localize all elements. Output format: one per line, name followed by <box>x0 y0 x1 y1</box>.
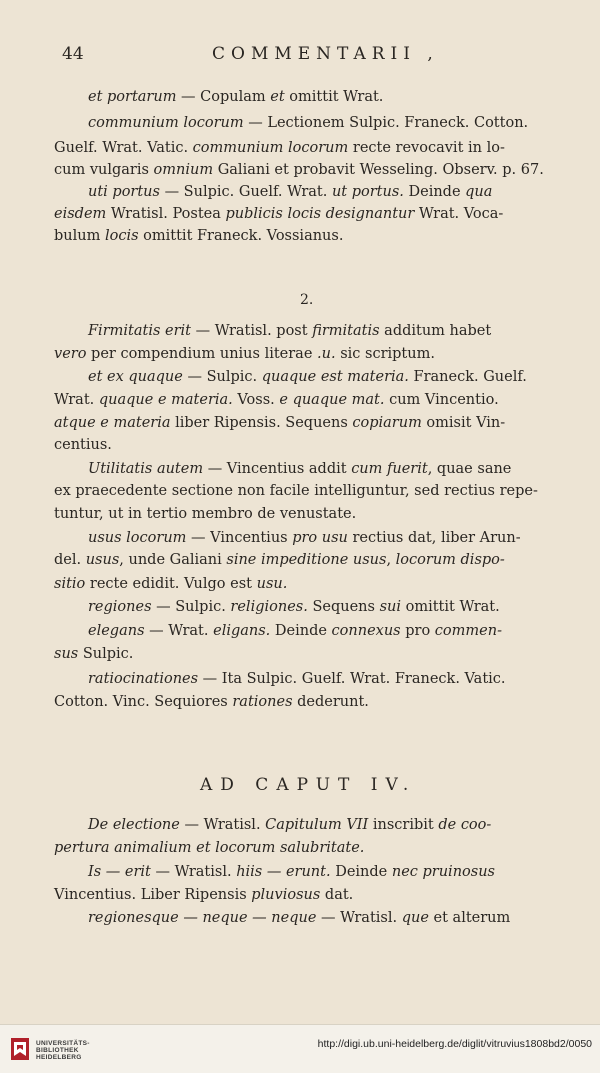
text-segment: , <box>386 552 396 568</box>
text-line <box>54 503 564 525</box>
text-segment: sic scriptum. <box>335 346 435 362</box>
text-line <box>54 320 598 342</box>
italic-segment: pluviosus <box>251 887 321 903</box>
text-line <box>54 814 598 836</box>
italic-segment: commen- <box>434 623 502 639</box>
italic-segment: pertura animalium et locorum salubritate. <box>54 840 365 856</box>
text-segment: — Sulpic. <box>151 599 231 615</box>
italic-segment: et portarum <box>88 89 177 105</box>
text-segment: dederunt. <box>292 694 369 710</box>
text-segment: liber Ripensis. Sequens <box>170 415 353 431</box>
text-line <box>54 837 564 859</box>
italic-segment: communium locorum <box>88 115 244 131</box>
text-line <box>54 884 564 906</box>
text-segment: Vincentius. Liber Ripensis <box>54 887 252 903</box>
text-segment: Wrat. Voca- <box>414 206 504 222</box>
italic-segment: Capitulum VII <box>265 817 369 833</box>
text-segment: , unde Galiani <box>119 552 227 568</box>
text-segment: — Wratisl. post <box>190 323 313 339</box>
italic-segment: usus locorum <box>88 530 187 546</box>
text-segment: additum habet <box>379 323 492 339</box>
text-segment: Voss. <box>232 392 280 408</box>
italic-segment: de coo- <box>438 817 492 833</box>
text-segment: cum Vincentio. <box>384 392 499 408</box>
text-line <box>54 480 564 502</box>
italic-segment: firmitatis <box>312 323 380 339</box>
text-segment: — Wratisl. <box>179 817 266 833</box>
text-line <box>54 668 598 690</box>
text-segment: — Ita Sulpic. Guelf. Wrat. Franeck. Vatic. <box>198 671 506 687</box>
text-line <box>54 343 564 365</box>
italic-segment: ratiocinationes <box>88 671 199 687</box>
running-title: COMMENTARII , <box>212 44 439 64</box>
italic-segment: quaque est materia. <box>261 369 409 385</box>
text-segment: — Wratisl. <box>150 864 237 880</box>
italic-segment: que <box>401 910 429 926</box>
text-segment: — Lectionem Sulpic. Franeck. Cotton. <box>243 115 529 131</box>
italic-segment: et ex quaque <box>88 369 183 385</box>
page-header <box>62 44 542 68</box>
text-segment: omisit Vin- <box>421 415 506 431</box>
text-segment: recte edidit. Vulgo est <box>85 576 257 592</box>
italic-segment: et <box>270 89 285 105</box>
page-number: 44 <box>62 44 84 64</box>
italic-segment: publicis locis designantur <box>225 206 415 222</box>
italic-segment: Is — erit <box>88 864 151 880</box>
text-segment: Wrat. <box>54 392 99 408</box>
text-line <box>54 691 564 713</box>
library-name-line: UNIVERSITÄTS- <box>36 1040 90 1047</box>
section-number: 2. <box>300 292 314 308</box>
text-line <box>54 861 598 883</box>
text-segment: — Copulam <box>176 89 271 105</box>
source-url[interactable]: http://digi.ub.uni-heidelberg.de/diglit/vitruvius1808bd2/0050 <box>317 1038 592 1050</box>
italic-segment: atque e materia <box>54 415 171 431</box>
text-segment: Deinde <box>270 623 332 639</box>
text-segment: rectius dat, liber Arun- <box>347 530 521 546</box>
text-segment: pro <box>400 623 435 639</box>
text-segment: , quae sane <box>427 461 512 477</box>
italic-segment: elegans <box>88 623 145 639</box>
library-logo-icon <box>10 1037 30 1061</box>
text-segment: — Vincentius addit <box>203 461 352 477</box>
library-name-line: BIBLIOTHEK <box>36 1047 79 1055</box>
text-segment: Sulpic. <box>78 646 134 662</box>
italic-segment: sus <box>54 646 79 662</box>
italic-segment: cum fuerit <box>351 461 428 477</box>
italic-segment: usu. <box>256 576 288 592</box>
library-name <box>36 1040 90 1062</box>
text-segment: per compendium unius literae <box>86 346 318 362</box>
italic-segment: regiones <box>88 599 152 615</box>
italic-segment: e quaque mat. <box>279 392 385 408</box>
caput-heading: AD CAPUT IV. <box>200 775 417 795</box>
text-segment: Galiani et probavit Wesseling. Observ. p. 67. <box>213 162 544 178</box>
text-segment: tuntur, ut in tertio membro de venustate. <box>54 506 357 522</box>
text-line <box>54 366 598 388</box>
italic-segment: .u. <box>317 346 336 362</box>
italic-segment: regionesque — neque — neque <box>88 910 317 926</box>
text-segment: omittit Wrat. <box>284 89 384 105</box>
text-line <box>54 596 598 618</box>
text-segment: recte revocavit in lo- <box>348 140 505 156</box>
text-line <box>54 389 564 411</box>
text-line <box>54 620 598 642</box>
text-segment: Guelf. Wrat. Vatic. <box>54 140 193 156</box>
text-segment: omittit Franeck. Vossianus. <box>138 228 344 244</box>
text-line <box>54 225 564 247</box>
italic-segment: uti portus <box>88 184 160 200</box>
italic-segment: sui <box>379 599 401 615</box>
library-name-line: HEIDELBERG <box>36 1054 82 1062</box>
italic-segment: locis <box>104 228 139 244</box>
text-segment: — Wratisl. <box>316 910 402 926</box>
text-segment: Sequens <box>307 599 380 615</box>
text-segment: Cotton. Vinc. Sequiores <box>54 694 233 710</box>
text-line <box>54 86 598 108</box>
text-segment: Franeck. Guelf. <box>408 369 527 385</box>
text-line <box>54 412 564 434</box>
text-line <box>54 137 564 159</box>
text-segment: del. <box>54 552 86 568</box>
italic-segment: pro usu <box>292 530 348 546</box>
italic-segment: omnium <box>153 162 214 178</box>
italic-segment: connexus <box>331 623 401 639</box>
text-line <box>54 112 598 134</box>
italic-segment: locorum dispo- <box>395 552 505 568</box>
text-line <box>54 181 598 203</box>
text-line <box>54 549 564 571</box>
text-segment: inscribit <box>368 817 439 833</box>
text-segment: omittit Wrat. <box>400 599 500 615</box>
text-line <box>54 159 564 181</box>
italic-segment: copiarum <box>352 415 422 431</box>
text-segment: ex praecedente sectione non facile intelliguntur, sed rectius repe- <box>54 483 538 499</box>
italic-segment: communium locorum <box>192 140 349 156</box>
italic-segment: eisdem <box>54 206 107 222</box>
text-segment: dat. <box>320 887 354 903</box>
text-line <box>54 573 564 595</box>
italic-segment: sine impeditione usus <box>226 552 387 568</box>
text-segment: cum vulgaris <box>54 162 154 178</box>
italic-segment: usus <box>85 552 120 568</box>
italic-segment: hiis — erunt. <box>236 864 331 880</box>
italic-segment: eligans. <box>213 623 271 639</box>
italic-segment: religiones. <box>230 599 308 615</box>
italic-segment: rationes <box>232 694 293 710</box>
text-segment: — Sulpic. <box>182 369 262 385</box>
text-line <box>54 643 564 665</box>
text-line <box>54 907 598 929</box>
italic-segment: Firmitatis erit <box>88 323 191 339</box>
footer-bar <box>0 1024 600 1073</box>
text-line <box>54 458 598 480</box>
text-segment: — Sulpic. Guelf. Wrat. <box>159 184 332 200</box>
text-segment: Wratisl. Postea <box>106 206 226 222</box>
text-segment: — Wrat. <box>144 623 214 639</box>
italic-segment: sitio <box>54 576 86 592</box>
italic-segment: ut portus. <box>331 184 404 200</box>
text-segment: — Vincentius <box>186 530 293 546</box>
italic-segment: quaque e materia. <box>98 392 233 408</box>
text-line <box>54 434 564 456</box>
text-segment: bulum <box>54 228 105 244</box>
italic-segment: Utilitatis autem <box>88 461 204 477</box>
italic-segment: De electione <box>88 817 180 833</box>
italic-segment: qua <box>465 184 493 200</box>
text-segment: Deinde <box>403 184 466 200</box>
text-line <box>54 527 598 549</box>
text-line <box>54 203 564 225</box>
text-segment: centius. <box>54 437 112 453</box>
italic-segment: vero <box>54 346 87 362</box>
text-segment: et alterum <box>428 910 511 926</box>
italic-segment: nec pruinosus <box>391 864 495 880</box>
text-segment: Deinde <box>330 864 392 880</box>
